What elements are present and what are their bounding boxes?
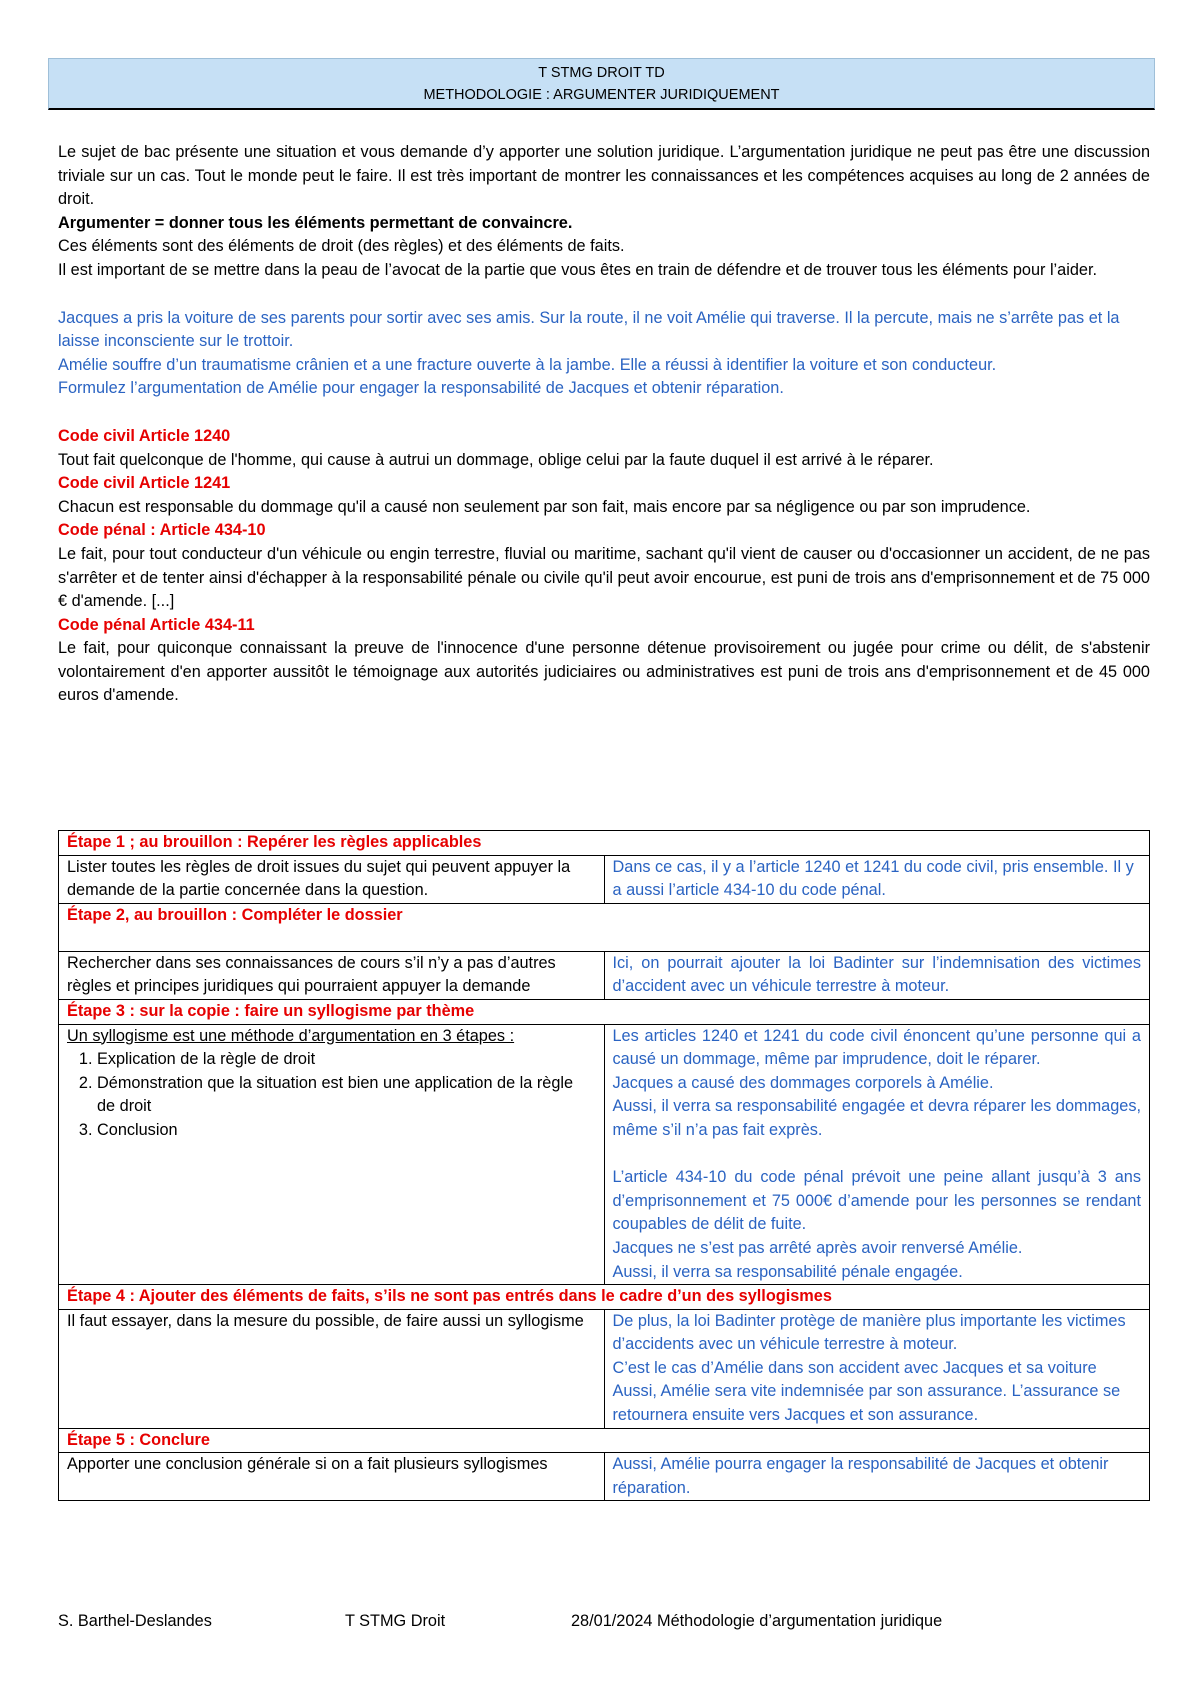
step-1-title: Étape 1 ; au brouillon : Repérer les règles applicables bbox=[59, 831, 1150, 856]
step-3-answer bbox=[604, 1024, 1150, 1285]
answer-line: L’article 434-10 du code pénal prévoit une peine allant jusqu’à 3 ans d’emprisonnement et 75 000€ d’amende pour les personnes se rendant coupables de délit de fuite. bbox=[612, 1168, 1141, 1234]
syllogism-steps-list bbox=[67, 1048, 596, 1142]
step-5-instruction: Apporter une conclusion générale si on a fait plusieurs syllogismes bbox=[59, 1453, 605, 1501]
article-text: Tout fait quelconque de l'homme, qui cause à autrui un dommage, oblige celui par la faute duquel il est arrivé à le réparer. bbox=[58, 450, 934, 469]
title-line-2: METHODOLOGIE : ARGUMENTER JURIDIQUEMENT bbox=[423, 87, 780, 103]
answer-line: Aussi, Amélie sera vite indemnisée par son assurance. L’assurance se retournera ensuite vers Jacques et son assurance. bbox=[612, 1382, 1121, 1425]
article-title: Code pénal : Article 434-10 bbox=[58, 521, 266, 540]
list-item: 2. Démonstration que la situation est bien une application de la règle de droit bbox=[97, 1072, 596, 1119]
article-text: Chacun est responsable du dommage qu'il a causé non seulement par son fait, mais encore par sa négligence ou par son imprudence. bbox=[58, 497, 1031, 516]
intro-section bbox=[58, 141, 1150, 708]
step-2-title: Étape 2, au brouillon : Compléter le dossier bbox=[59, 903, 1150, 951]
page-footer bbox=[58, 1612, 1150, 1636]
step-3-header-row bbox=[59, 999, 1150, 1024]
article-text: Le fait, pour tout conducteur d'un véhicule ou engin terrestre, fluvial ou maritime, sachant qu'il vient de causer ou d'occasionner un accident, de ne pas s'arrêter et de tenter ainsi d'échapper à la responsabilité pénale ou civile qu'il peut avoir encourue, est puni de trois ans d'emprisonnement et de 75 000 € d'amende. [...] bbox=[58, 544, 1150, 611]
case-question: Formulez l’argumentation de Amélie pour engager la responsabilité de Jacques et obtenir réparation. bbox=[58, 379, 784, 398]
step-2-row bbox=[59, 951, 1150, 999]
list-item: 3. Conclusion bbox=[97, 1119, 596, 1143]
step-1-header-row bbox=[59, 831, 1150, 856]
answer-line: Aussi, il verra sa responsabilité pénale engagée. bbox=[612, 1262, 963, 1281]
footer-info: 28/01/2024 Méthodologie d’argumentation juridique bbox=[571, 1612, 943, 1630]
step-5-answer: Aussi, Amélie pourra engager la responsabilité de Jacques et obtenir réparation. bbox=[604, 1453, 1150, 1501]
step-4-answer bbox=[604, 1309, 1150, 1428]
elements-line: Ces éléments sont des éléments de droit (des règles) et des éléments de faits. bbox=[58, 237, 625, 256]
step-1-instruction: Lister toutes les règles de droit issues du sujet qui peuvent appuyer la demande de la partie concernée dans la question. bbox=[59, 855, 605, 903]
step-5-title: Étape 5 : Conclure bbox=[59, 1428, 1150, 1453]
step-4-instruction: Il faut essayer, dans la mesure du possible, de faire aussi un syllogisme bbox=[59, 1309, 605, 1428]
steps-table bbox=[58, 830, 1150, 1501]
case-text-2: Amélie souffre d’un traumatisme crânien et a une fracture ouverte à la jambe. Elle a réussi à identifier la voiture et son conducteur. bbox=[58, 355, 997, 374]
answer-line: Les articles 1240 et 1241 du code civil énoncent qu’une personne qui a causé un dommage, même par imprudence, doit le réparer. bbox=[612, 1026, 1141, 1069]
intro-paragraph: Le sujet de bac présente une situation et vous demande d’y apporter une solution juridique. L’argumentation juridique ne peut pas être une discussion triviale sur un cas. Tout le monde peut le faire. Il est très important de montrer les connaissances et les compétences acquises au long de 2 années de droit. bbox=[58, 143, 1150, 209]
list-item: 1. Explication de la règle de droit bbox=[97, 1048, 596, 1072]
step-4-title: Étape 4 : Ajouter des éléments de faits, s’ils ne sont pas entrés dans le cadre d’un des syllogismes bbox=[59, 1285, 1150, 1310]
answer-line: De plus, la loi Badinter protège de manière plus importante les victimes d’accidents avec un véhicule terrestre à moteur. bbox=[612, 1311, 1126, 1354]
step-2-header-row bbox=[59, 903, 1150, 951]
step-2-instruction: Rechercher dans ses connaissances de cours s’il n’y a pas d’autres règles et principes juridiques qui pourraient appuyer la demande bbox=[59, 951, 605, 999]
step-3-instruction bbox=[59, 1024, 605, 1285]
article-text: Le fait, pour quiconque connaissant la preuve de l'innocence d'une personne détenue provisoirement ou jugée pour crime ou délit, de s'abstenir volontairement d'en apporter aussitôt le témoignage aux autorités judiciaires ou administratives est puni de trois ans d'emprisonnement et de 45 000 euros d'amende. bbox=[58, 639, 1150, 705]
article-title: Code civil Article 1240 bbox=[58, 426, 231, 445]
step-1-answer: Dans ce cas, il y a l’article 1240 et 1241 du code civil, pris ensemble. Il y a aussi l’article 434-10 du code pénal. bbox=[604, 855, 1150, 903]
answer-line: C’est le cas d’Amélie dans son accident avec Jacques et sa voiture bbox=[612, 1358, 1097, 1377]
case-text-1: Jacques a pris la voiture de ses parents pour sortir avec ses amis. Sur la route, il ne voit Amélie qui traverse. Il la percute, mais ne s’arrête pas et la laisse inconsciente sur le trottoir. bbox=[58, 308, 1120, 351]
answer-line: Jacques a causé des dommages corporels à Amélie. bbox=[612, 1073, 994, 1092]
title-banner bbox=[48, 58, 1155, 110]
title-line-1: T STMG DROIT TD bbox=[538, 65, 665, 81]
step-3-title: Étape 3 : sur la copie : faire un syllogisme par thème bbox=[59, 999, 1150, 1024]
avocat-line: Il est important de se mettre dans la peau de l’avocat de la partie que vous êtes en train de défendre et de trouver tous les éléments pour l’aider. bbox=[58, 260, 1098, 279]
answer-line: Jacques ne s’est pas arrêté après avoir renversé Amélie. bbox=[612, 1238, 1023, 1257]
step-3-row bbox=[59, 1024, 1150, 1285]
step-4-header-row bbox=[59, 1285, 1150, 1310]
spacer bbox=[58, 283, 1150, 307]
answer-line: Aussi, il verra sa responsabilité engagée et devra réparer les dommages, même s’il n’a pas fait exprès. bbox=[612, 1097, 1141, 1139]
step-5-header-row bbox=[59, 1428, 1150, 1453]
step-1-row bbox=[59, 855, 1150, 903]
step-4-row bbox=[59, 1309, 1150, 1428]
spacer bbox=[58, 401, 1150, 425]
footer-course: T STMG Droit bbox=[345, 1612, 446, 1630]
syllogism-definition: Un syllogisme est une méthode d’argumentation en 3 étapes : bbox=[67, 1026, 515, 1045]
footer-author: S. Barthel-Deslandes bbox=[58, 1612, 212, 1630]
spacer bbox=[613, 1143, 1142, 1167]
article-title: Code civil Article 1241 bbox=[58, 474, 231, 493]
definition-line: Argumenter = donner tous les éléments permettant de convaincre. bbox=[58, 213, 573, 232]
step-5-row bbox=[59, 1453, 1150, 1501]
step-2-answer: Ici, on pourrait ajouter la loi Badinter sur l’indemnisation des victimes d’accident avec un véhicule terrestre à moteur. bbox=[604, 951, 1150, 999]
article-title: Code pénal Article 434-11 bbox=[58, 615, 255, 634]
